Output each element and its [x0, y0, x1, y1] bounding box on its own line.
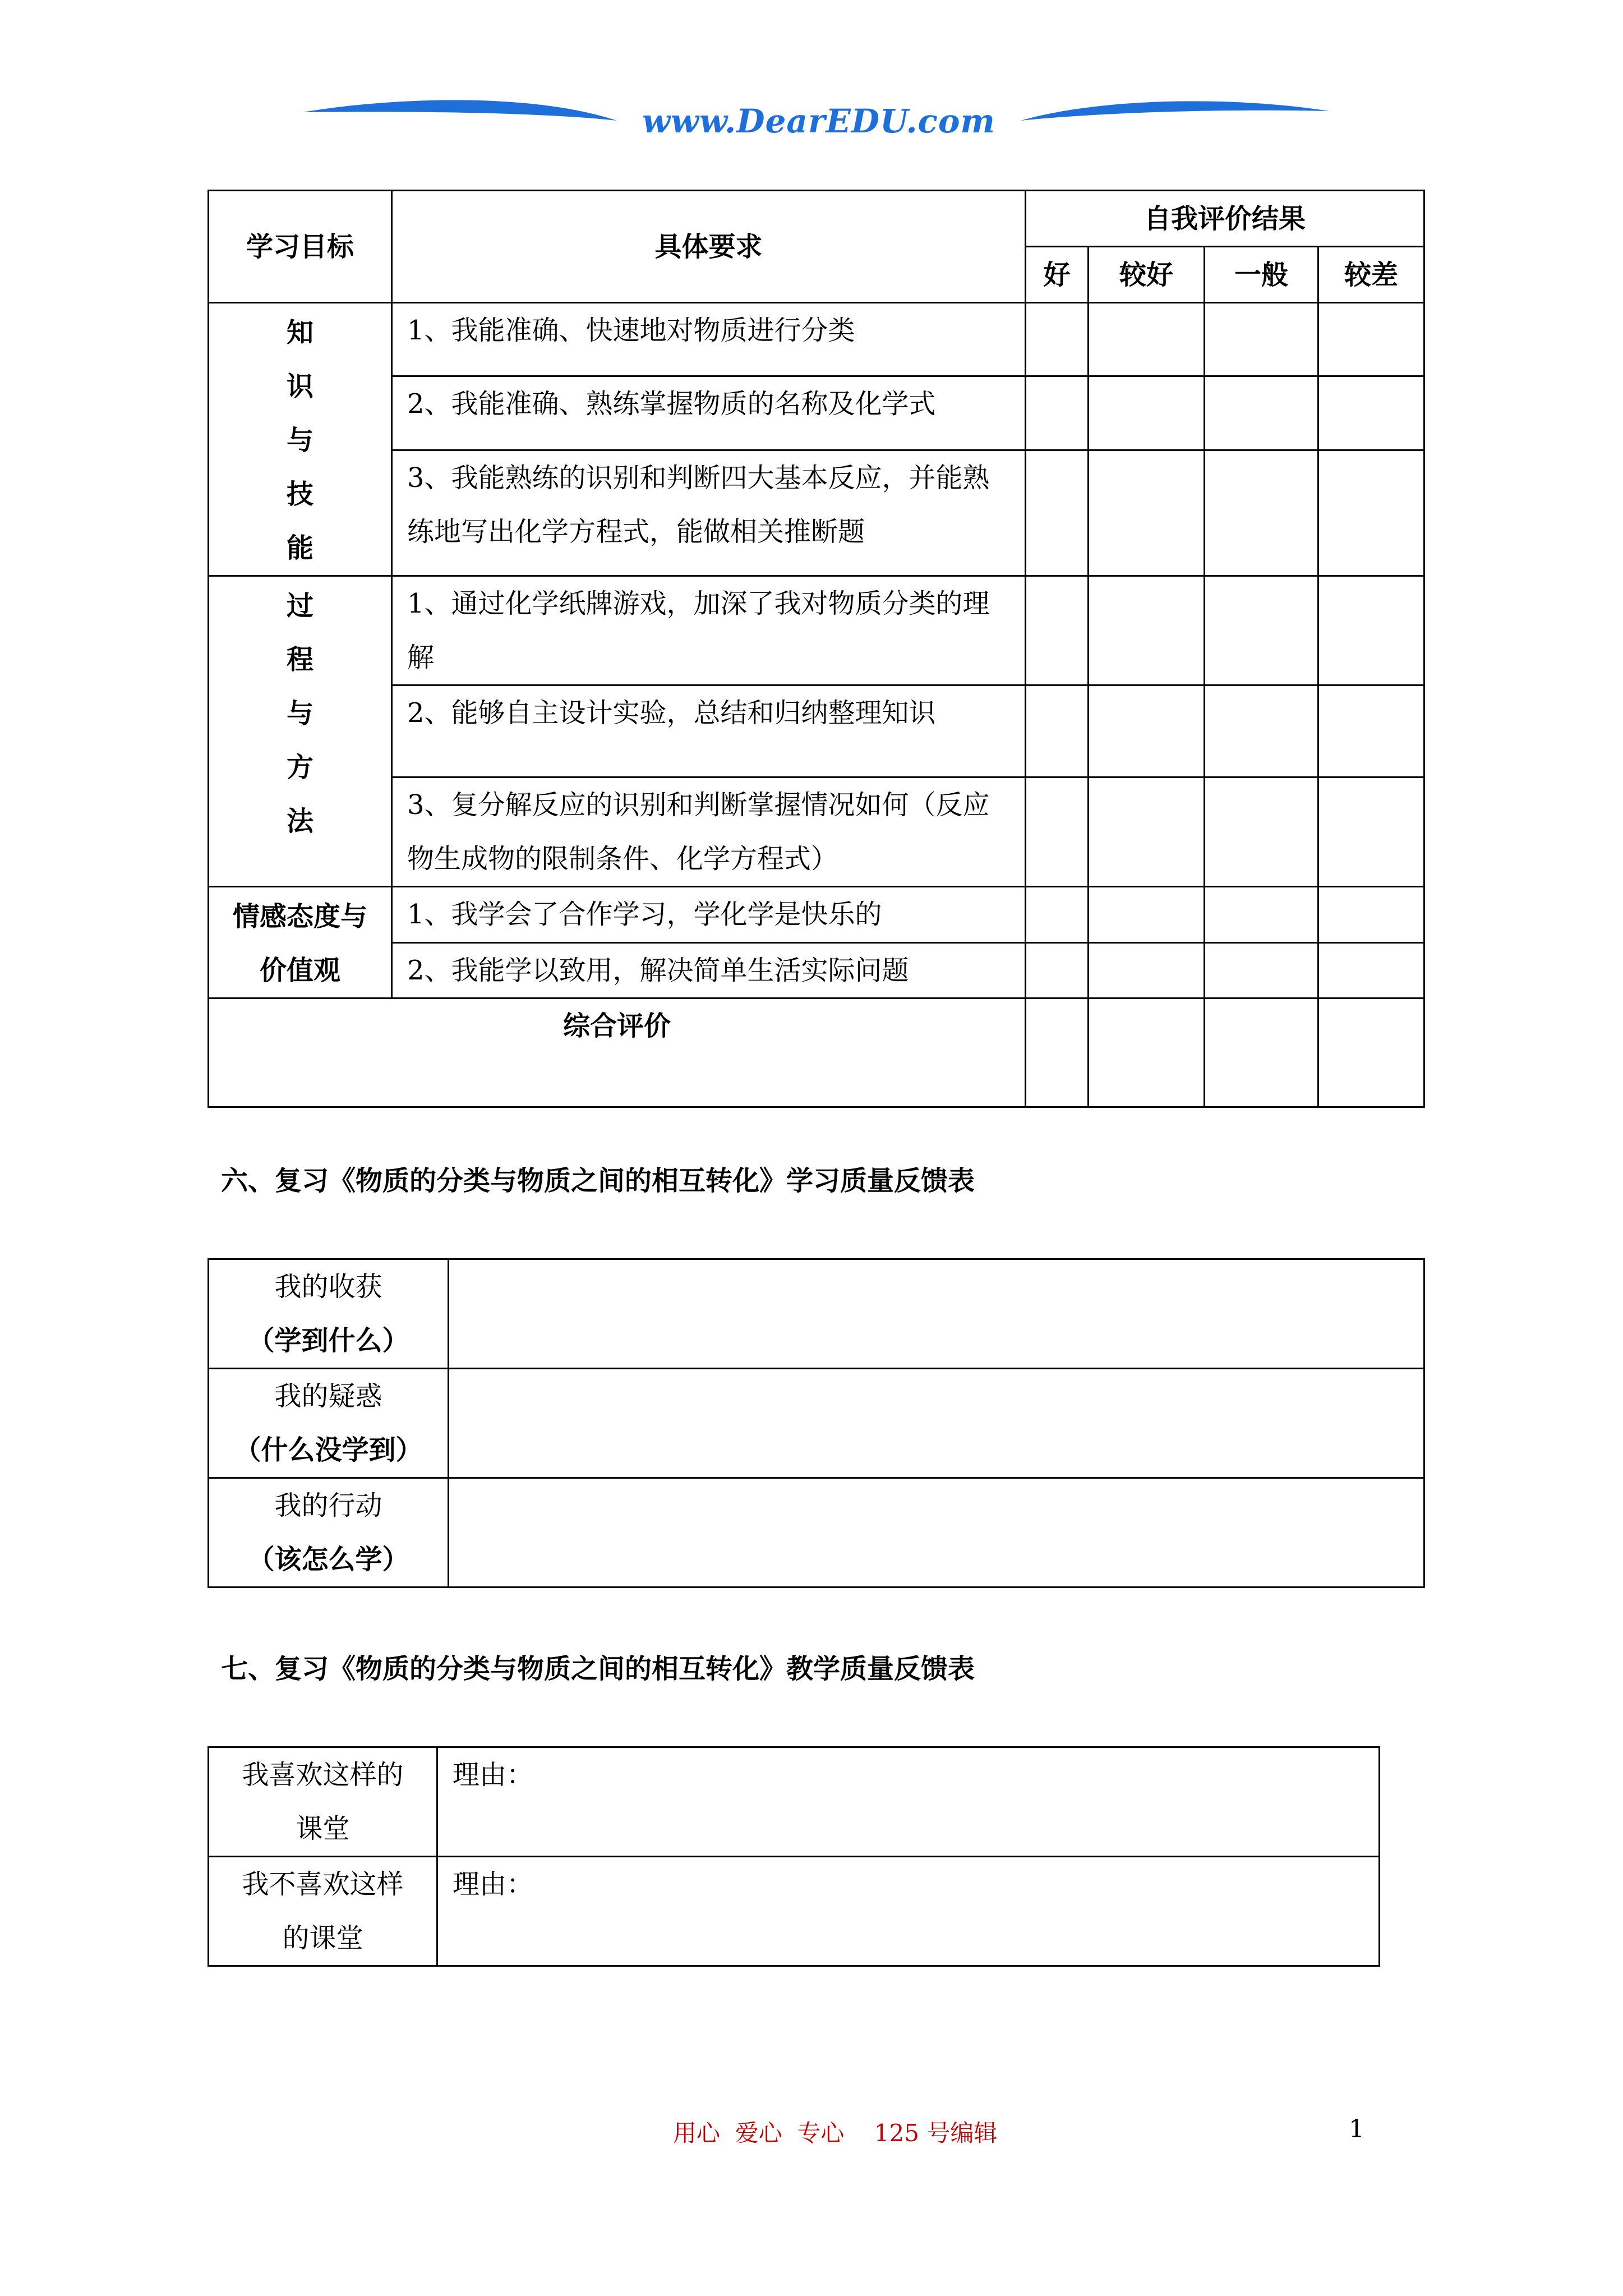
grade-cell[interactable]	[1205, 999, 1318, 1107]
requirement-cell: 1、我学会了合作学习，学化学是快乐的	[392, 887, 1026, 943]
grade-cell[interactable]	[1089, 450, 1205, 576]
grade-cell[interactable]	[1205, 887, 1318, 943]
grade-cell[interactable]	[1318, 887, 1424, 943]
grade-cell[interactable]	[1026, 685, 1089, 777]
grade-cell[interactable]	[1318, 685, 1424, 777]
grade-cell[interactable]	[1026, 777, 1089, 887]
reason-cell[interactable]: 理由：	[437, 1747, 1380, 1857]
requirement-cell: 2、我能准确、熟练掌握物质的名称及化学式	[392, 376, 1026, 450]
grade-header: 较差	[1318, 247, 1424, 303]
feedback-answer-cell[interactable]	[449, 1478, 1424, 1588]
goal-attitude-values: 情感态度与 价值观	[209, 887, 392, 999]
grade-cell[interactable]	[1318, 942, 1424, 999]
grade-cell[interactable]	[1089, 576, 1205, 685]
requirement-cell: 2、能够自主设计实验，总结和归纳整理知识	[392, 685, 1026, 777]
grade-cell[interactable]	[1318, 576, 1424, 685]
grade-cell[interactable]	[1089, 999, 1205, 1107]
col-header-self-result: 自我评价结果	[1026, 191, 1424, 247]
grade-cell[interactable]	[1026, 942, 1089, 999]
requirement-cell: 2、我能学以致用，解决简单生活实际问题	[392, 942, 1026, 999]
grade-cell[interactable]	[1205, 450, 1318, 576]
grade-cell[interactable]	[1026, 303, 1089, 376]
grade-cell[interactable]	[1026, 376, 1089, 450]
table-row	[209, 1478, 1424, 1588]
table-row	[209, 1259, 1424, 1369]
banner-site-name: www.DearEDU.com	[642, 102, 995, 140]
grade-cell[interactable]	[1318, 777, 1424, 887]
grade-cell[interactable]	[1205, 685, 1318, 777]
reason-cell[interactable]: 理由：	[437, 1857, 1380, 1966]
grade-header: 较好	[1089, 247, 1205, 303]
self-evaluation-table	[208, 190, 1425, 1108]
grade-cell[interactable]	[1318, 376, 1424, 450]
grade-cell[interactable]	[1089, 942, 1205, 999]
grade-cell[interactable]	[1318, 450, 1424, 576]
learning-feedback-table	[208, 1258, 1425, 1588]
goal-process-method: 过 程 与 方 法	[209, 576, 392, 887]
footer-text: 用心 爱心 专心 125 号编辑	[673, 2119, 998, 2147]
feedback-label: 我的疑惑 （什么没学到）	[209, 1369, 449, 1478]
grade-cell[interactable]	[1089, 777, 1205, 887]
grade-cell[interactable]	[1205, 376, 1318, 450]
col-header-requirement: 具体要求	[392, 191, 1026, 303]
feedback-label: 我的收获 （学到什么）	[209, 1259, 449, 1369]
grade-cell[interactable]	[1318, 303, 1424, 376]
feedback-label: 我的行动 （该怎么学）	[209, 1478, 449, 1588]
grade-cell[interactable]	[1089, 685, 1205, 777]
grade-header: 一般	[1205, 247, 1318, 303]
requirement-cell: 1、我能准确、快速地对物质进行分类	[392, 303, 1026, 376]
goal-knowledge-skills: 知 识 与 技 能	[209, 303, 392, 576]
grade-cell[interactable]	[1026, 450, 1089, 576]
grade-cell[interactable]	[1205, 303, 1318, 376]
requirement-cell: 1、通过化学纸牌游戏，加深了我对物质分类的理解	[392, 576, 1026, 685]
page-number: 1	[1349, 2115, 1364, 2143]
grade-header: 好	[1026, 247, 1089, 303]
grade-cell[interactable]	[1089, 303, 1205, 376]
feedback-answer-cell[interactable]	[449, 1369, 1424, 1478]
table-row	[209, 1857, 1380, 1966]
grade-cell[interactable]	[1318, 999, 1424, 1107]
grade-cell[interactable]	[1089, 887, 1205, 943]
col-header-goal: 学习目标	[209, 191, 392, 303]
requirement-cell: 3、我能熟练的识别和判断四大基本反应，并能熟练地写出化学方程式，能做相关推断题	[392, 450, 1026, 576]
grade-cell[interactable]	[1026, 576, 1089, 685]
requirement-cell: 3、复分解反应的识别和判断掌握情况如何（反应物生成物的限制条件、化学方程式）	[392, 777, 1026, 887]
table-row	[209, 887, 1424, 943]
teaching-feedback-table	[208, 1746, 1380, 1967]
table-row	[209, 576, 1424, 685]
grade-cell[interactable]	[1205, 576, 1318, 685]
feedback-label: 我喜欢这样的 课堂	[209, 1747, 437, 1857]
section-6-title: 六、复习《物质的分类与物质之间的相互转化》学习质量反馈表	[221, 1165, 975, 1197]
section-7-title: 七、复习《物质的分类与物质之间的相互转化》教学质量反馈表	[221, 1653, 975, 1685]
grade-cell[interactable]	[1026, 887, 1089, 943]
table-row	[209, 1747, 1380, 1857]
feedback-label: 我不喜欢这样 的课堂	[209, 1857, 437, 1966]
grade-cell[interactable]	[1205, 777, 1318, 887]
grade-cell[interactable]	[1026, 999, 1089, 1107]
table-row	[209, 999, 1424, 1107]
header-banner	[303, 90, 1329, 151]
table-row	[209, 1369, 1424, 1478]
table-row	[209, 303, 1424, 376]
grade-cell[interactable]	[1089, 376, 1205, 450]
grade-cell[interactable]	[1205, 942, 1318, 999]
summary-label: 综合评价	[209, 999, 1026, 1107]
feedback-answer-cell[interactable]	[449, 1259, 1424, 1369]
